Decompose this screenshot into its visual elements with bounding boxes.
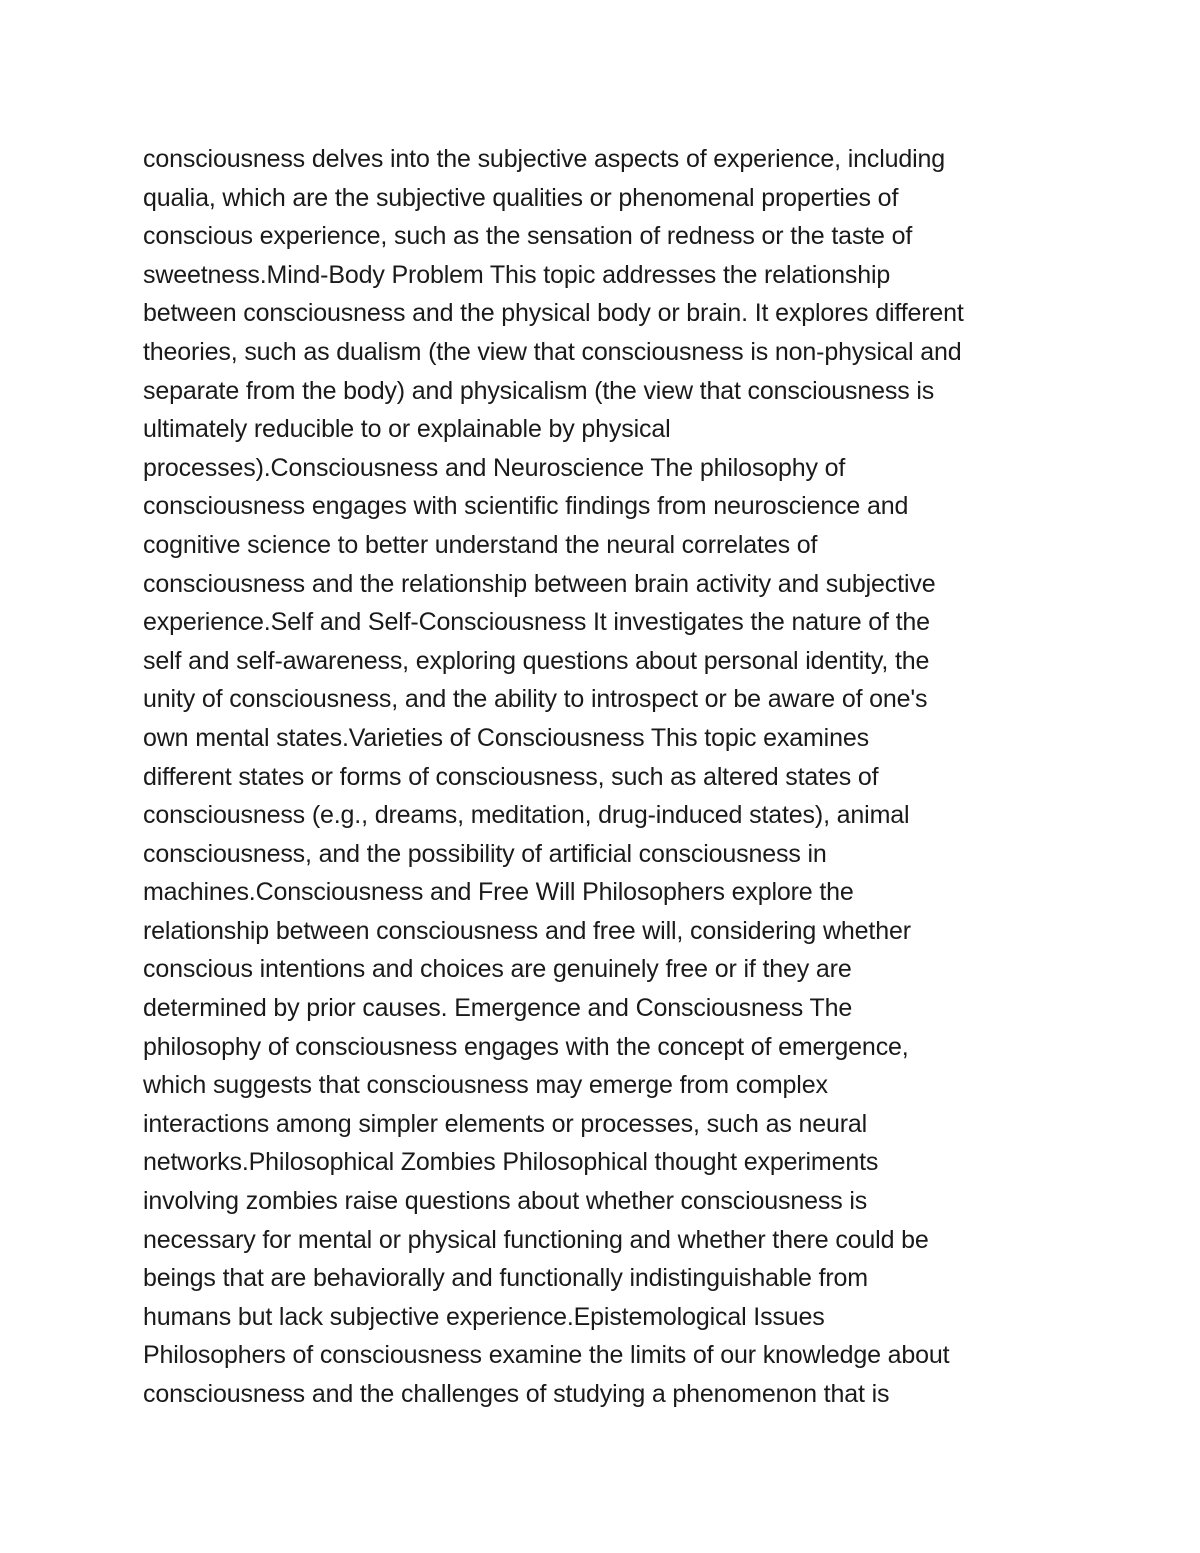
text-line: machines.Consciousness and Free Will Philosophers explore the bbox=[143, 878, 854, 907]
text-line: involving zombies raise questions about whether consciousness is bbox=[143, 1187, 868, 1216]
text-line: necessary for mental or physical functioning and whether there could be bbox=[143, 1225, 929, 1254]
text-line: conscious intentions and choices are genuinely free or if they are bbox=[143, 955, 852, 984]
text-line: consciousness delves into the subjective aspects of experience, including bbox=[143, 145, 946, 173]
text-line: consciousness engages with scientific findings from neuroscience and bbox=[143, 492, 909, 521]
text-line: determined by prior causes. Emergence and Consciousness The bbox=[143, 994, 853, 1023]
text-line: ultimately reducible to or explainable by physical bbox=[143, 415, 671, 444]
text-line: Philosophers of consciousness examine the limits of our knowledge about bbox=[143, 1341, 950, 1370]
text-line: cognitive science to better understand the neural correlates of bbox=[143, 530, 818, 559]
text-line: relationship between consciousness and free will, considering whether bbox=[143, 916, 911, 945]
text-line: consciousness (e.g., dreams, meditation, drug-induced states), animal bbox=[143, 801, 910, 830]
text-line: self and self-awareness, exploring questions about personal identity, the bbox=[143, 646, 930, 675]
text-line: qualia, which are the subjective qualities or phenomenal properties of bbox=[143, 183, 899, 212]
text-line: interactions among simpler elements or processes, such as neural bbox=[143, 1109, 868, 1138]
text-line: consciousness and the challenges of studying a phenomenon that is bbox=[143, 1380, 890, 1408]
text-line: sweetness.Mind-Body Problem This topic addresses the relationship bbox=[143, 260, 891, 289]
text-line: networks.Philosophical Zombies Philosophical thought experiments bbox=[143, 1148, 879, 1177]
text-line: processes).Consciousness and Neuroscience The philosophy of bbox=[143, 453, 846, 482]
text-line: beings that are behaviorally and functionally indistinguishable from bbox=[143, 1264, 868, 1293]
text-line: humans but lack subjective experience.Epistemological Issues bbox=[143, 1302, 825, 1331]
text-line: theories, such as dualism (the view that consciousness is non-physical and bbox=[143, 337, 962, 366]
text-line: different states or forms of consciousness, such as altered states of bbox=[143, 762, 879, 791]
text-line: consciousness, and the possibility of artificial consciousness in bbox=[143, 839, 827, 868]
text-line: experience.Self and Self-Consciousness It investigates the nature of the bbox=[143, 608, 930, 637]
text-line: own mental states.Varieties of Consciousness This topic examines bbox=[143, 723, 869, 752]
text-line: separate from the body) and physicalism (the view that consciousness is bbox=[143, 376, 935, 405]
text-line: unity of consciousness, and the ability to introspect or be aware of one's bbox=[143, 685, 928, 714]
text-line: which suggests that consciousness may emerge from complex bbox=[143, 1071, 828, 1100]
text-line: consciousness and the relationship between brain activity and subjective bbox=[143, 569, 936, 598]
text-line: philosophy of consciousness engages with the concept of emergence, bbox=[143, 1032, 909, 1061]
body-text bbox=[143, 140, 1103, 1414]
text-line: conscious experience, such as the sensation of redness or the taste of bbox=[143, 222, 913, 251]
text-line: between consciousness and the physical body or brain. It explores different bbox=[143, 299, 964, 328]
